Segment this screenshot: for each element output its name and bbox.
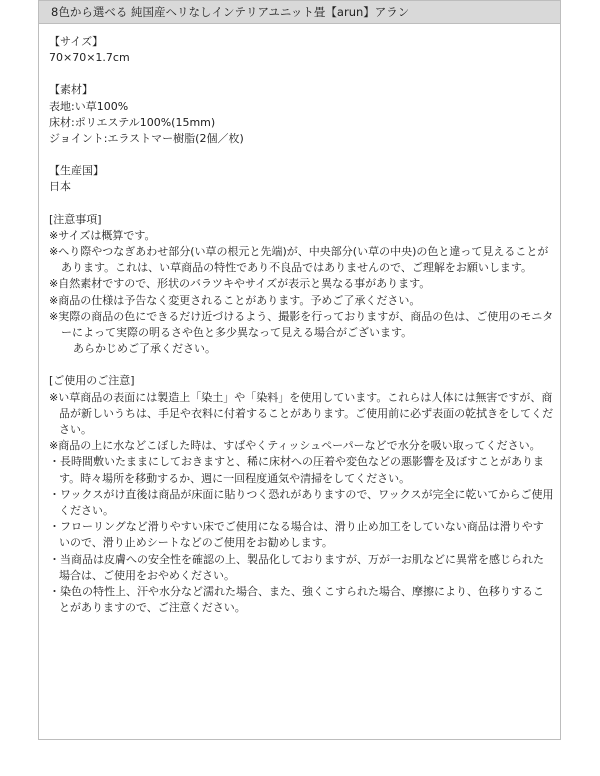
material-section bbox=[49, 82, 554, 147]
note-closing: あらかじめご了承ください。 bbox=[73, 342, 216, 356]
size-heading: 【サイズ】 bbox=[49, 35, 104, 48]
note-item: ※自然素材ですので、形状のバラツキやサイズが表示と異なる事があります。 bbox=[49, 277, 431, 291]
usage-item: ※商品の上に水などこぼした時は、すばやくティッシュペーパーなどで水分を吸い取ってください。 bbox=[49, 439, 541, 453]
size-value: 70×70×1.7cm bbox=[49, 51, 130, 65]
origin-section bbox=[49, 163, 554, 195]
usage-item: ・ワックスがけ直後は商品が床面に貼りつく恐れがありますので、ワックスが完全に乾いてからご使用ください。 bbox=[49, 487, 554, 518]
origin-heading: 【生産国】 bbox=[49, 164, 104, 178]
note-item: ※へり際やつなぎあわせ部分(い草の根元と先端)が、中央部分(い草の中央)の色と違って見えることがあります。これは、い草商品の特性であり不良品ではありませんので、ご理解をお願いします。 bbox=[49, 245, 549, 275]
note-item: ※サイズは概算です。 bbox=[49, 228, 156, 242]
usage-item: ・長時間敷いたままにしておきますと、稀に床材への圧着や変色などの悪影響を及ぼすことがあります。時々場所を移動するか、週に一回程度通気や清掃をしてください。 bbox=[49, 455, 544, 485]
usage-section bbox=[49, 373, 554, 616]
usage-item: ・染色の特性上、汗や水分など濡れた場合、また、強くこすられた場合、摩擦により、色移りすることがありますので、ご注意ください。 bbox=[49, 585, 544, 615]
notes-section bbox=[49, 212, 554, 358]
material-line: ジョイント:エラストマー樹脂(2個／枚) bbox=[49, 132, 244, 146]
note-item: ※実際の商品の色にできるだけ近づけるよう、撮影を行っておりますが、商品の色は、ご使用のモニターによって実際の明るさや色と多少異なって見える場合がございます。 bbox=[49, 309, 554, 340]
origin-value: 日本 bbox=[49, 180, 71, 194]
material-line: 床材:ポリエステル100%(15mm) bbox=[49, 115, 216, 129]
material-line: 表地:い草100% bbox=[49, 99, 129, 113]
size-section bbox=[49, 34, 554, 66]
usage-item: ・フローリングなど滑りやすい床でご使用になる場合は、滑り止め加工をしていない商品は滑りやすいので、滑り止めシートなどのご使用をお勧めします。 bbox=[49, 520, 544, 550]
material-heading: 【素材】 bbox=[49, 83, 93, 97]
product-spec-document bbox=[49, 34, 554, 633]
note-item: ※商品の仕様は予告なく変更されることがあります。予めご了承ください。 bbox=[49, 293, 421, 307]
page-title: 8色から選べる 純国産ヘリなしインテリアユニット畳【arun】アラン bbox=[38, 0, 561, 24]
usage-item: ・当商品は皮膚への安全性を確認の上、製品化しておりますが、万が一お肌などに異常を感じられた場合は、ご使用をおやめください。 bbox=[49, 552, 544, 582]
notes-heading: [注意事項] bbox=[49, 212, 102, 226]
usage-heading: [ご使用のご注意] bbox=[49, 374, 135, 388]
usage-item: ※い草商品の表面には製造上「染土」や「染料」を使用しています。これらは人体には無害ですが、商品が新しいうちは、手足や衣料に付着することがあります。ご使用前に必ず表面の乾拭きをしてください。 bbox=[49, 390, 554, 437]
